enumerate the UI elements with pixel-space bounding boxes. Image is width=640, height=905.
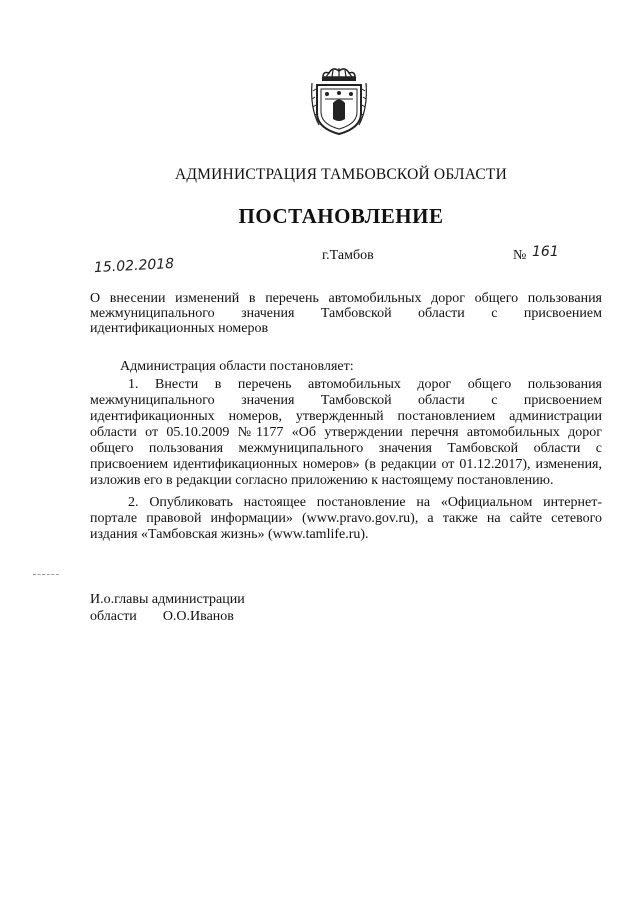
margin-mark	[33, 574, 59, 575]
handwritten-date: 15.02.2018	[93, 255, 175, 277]
number-label: №	[513, 248, 527, 263]
body-item-2: 2. Опубликовать настоящее постановление на «Официальном интернет-портале правовой информации» (www.pravo.gov.ru), а также на сайте сетевого издания «Тамбовская жизнь» (www.tamlife.ru).	[90, 495, 602, 542]
signatory-title: И.о.главы администрации	[90, 592, 245, 607]
document-body	[90, 359, 602, 543]
document-type-title: ПОСТАНОВЛЕНИЕ	[238, 204, 444, 228]
signatory-area: области	[90, 609, 137, 624]
handwritten-number: 161	[532, 244, 559, 260]
city-name: г.Тамбов	[322, 248, 374, 263]
body-lead: Администрация области постановляет:	[120, 359, 354, 374]
signature-block	[90, 591, 245, 625]
tambov-coat-of-arms-icon	[309, 63, 369, 138]
signatory-name: О.О.Иванов	[162, 609, 234, 624]
body-item-1: 1. Внести в перечень автомобильных дорог общего пользования межмуниципального значения Тамбовской области с присвоением идентификационных номеров, утвержденный постановлением администрации области от 05.10.2009 №1177 «Об утверждении перечня автомобильных дорог общего пользования межмуниципального значения Тамбовской области с присвоением идентификационных номеров» (в редакции от 01.12.2017), изменения, изложив его в редакции согласно приложению к настоящему постановлению.	[90, 377, 602, 488]
document-subject: О внесении изменений в перечень автомобильных дорог общего пользования межмуниципального значения Тамбовской области с присвоением идентификационных номеров	[90, 291, 602, 336]
agency-name: АДМИНИСТРАЦИЯ ТАМБОВСКОЙ ОБЛАСТИ	[175, 166, 507, 183]
